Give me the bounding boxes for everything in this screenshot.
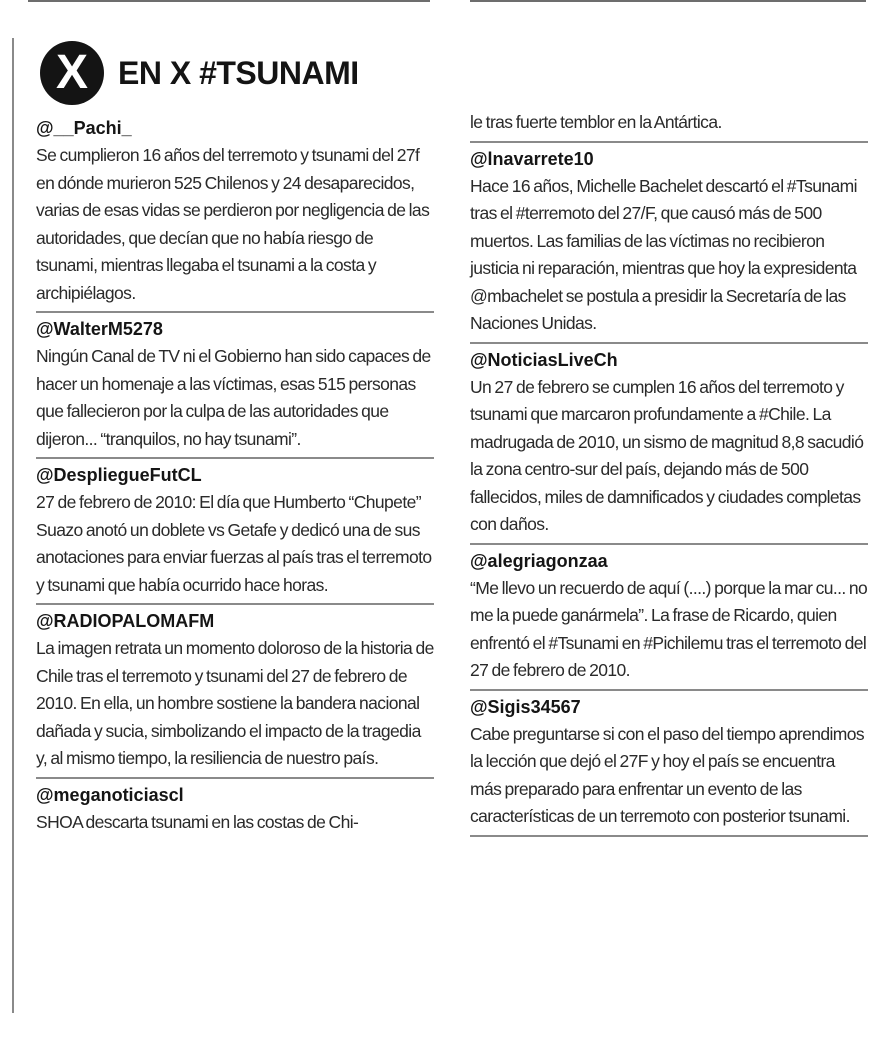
post-handle: @DespliegueFutCL [36,465,202,485]
post-text: Se cumplieron 16 años del terremoto y tsunami del 27f en dónde murieron 525 Chilenos y 24 desaparecidos, varias de esas vidas se perdieron por negligencia de las autoridades, que decían que no había riesgo de tsunami, mientras llegaba el tsunami a la costa y archipiélagos. [36,145,430,303]
post [36,112,434,313]
right-column [470,106,868,837]
post-text: “Me llevo un recuerdo de aquí (....) porque la mar cu... no me la puede ganármela”. La frase de Ricardo, quien enfrentó el #Tsunami en #Pichilemu tras el terremoto del 27 de febrero de 2010. [470,577,868,680]
post-text: 27 de febrero de 2010: El día que Humberto “Chupete” Suazo anotó un doblete vs Getafe y dedicó una de sus anotaciones para enviar fuerzas al país tras el terremoto y tsunami que había ocurrido hace horas. [36,492,432,595]
post [36,459,434,605]
post [470,143,868,344]
post [36,605,434,779]
post-text: SHOA descarta tsunami en las costas de Chi- [36,811,359,832]
column-margin-rule [12,38,14,1013]
post-handle: @__Pachi_ [36,118,132,138]
top-rule-left [28,0,430,2]
post [470,344,868,545]
post-handle: @WalterM5278 [36,319,163,339]
post-handle: @Sigis34567 [470,696,581,717]
left-column [36,112,434,840]
post-text: Un 27 de febrero se cumplen 16 años del terremoto y tsunami que marcaron profundamente a #Chile. La madrugada de 2010, un sismo de magnitud 8,8 sacudió la zona centro-sur del país, dejando más de 500 fallecidos, miles de damnificados y ciudades completas con daños. [470,376,864,534]
post-text: La imagen retrata un momento doloroso de la historia de Chile tras el terremoto y tsunami del 27 de febrero de 2010. En ella, un hombre sostiene la bandera nacional dañada y sucia, simbolizando el impacto de la tragedia y, al mismo tiempo, la resiliencia de nuestro país. [36,638,434,768]
post-handle: @RADIOPALOMAFM [36,611,215,631]
post [36,313,434,459]
post-text: Hace 16 años, Michelle Bachelet descartó el #Tsunami tras el #terremoto del 27/F, que causó más de 500 muertos. Las familias de las víctimas no recibieron justicia ni reparación, mientras que hoy la expresidenta @mbachelet se postula a presidir la Secretaría de las Naciones Unidas. [470,175,857,333]
post-handle: @NoticiasLiveCh [470,349,618,370]
post-handle: @alegriagonzaa [470,550,608,571]
section-header [40,40,359,106]
section-title: EN X #TSUNAMI [118,54,359,91]
post-text: Ningún Canal de TV ni el Gobierno han sido capaces de hacer un homenaje a las víctimas, esas 515 personas que fallecieron por la culpa de las autoridades que dijeron... “tranquilos, no hay tsunami”. [36,346,431,449]
x-logo-icon: X [40,41,104,105]
post-handle: @meganoticiascl [36,784,184,805]
post-text: Cabe preguntarse si con el paso del tiempo aprendimos la lección que dejó el 27F y hoy el país se encuentra más preparado para enfrentar un evento de las características de un terremoto con posterior tsunami. [470,723,865,826]
post [470,545,868,691]
post-text: le tras fuerte temblor en la Antártica. [470,112,722,132]
post [470,691,868,837]
top-rule-right [470,0,866,2]
post-continuation [470,106,868,143]
post [36,779,434,841]
post-handle: @lnavarrete10 [470,148,594,169]
